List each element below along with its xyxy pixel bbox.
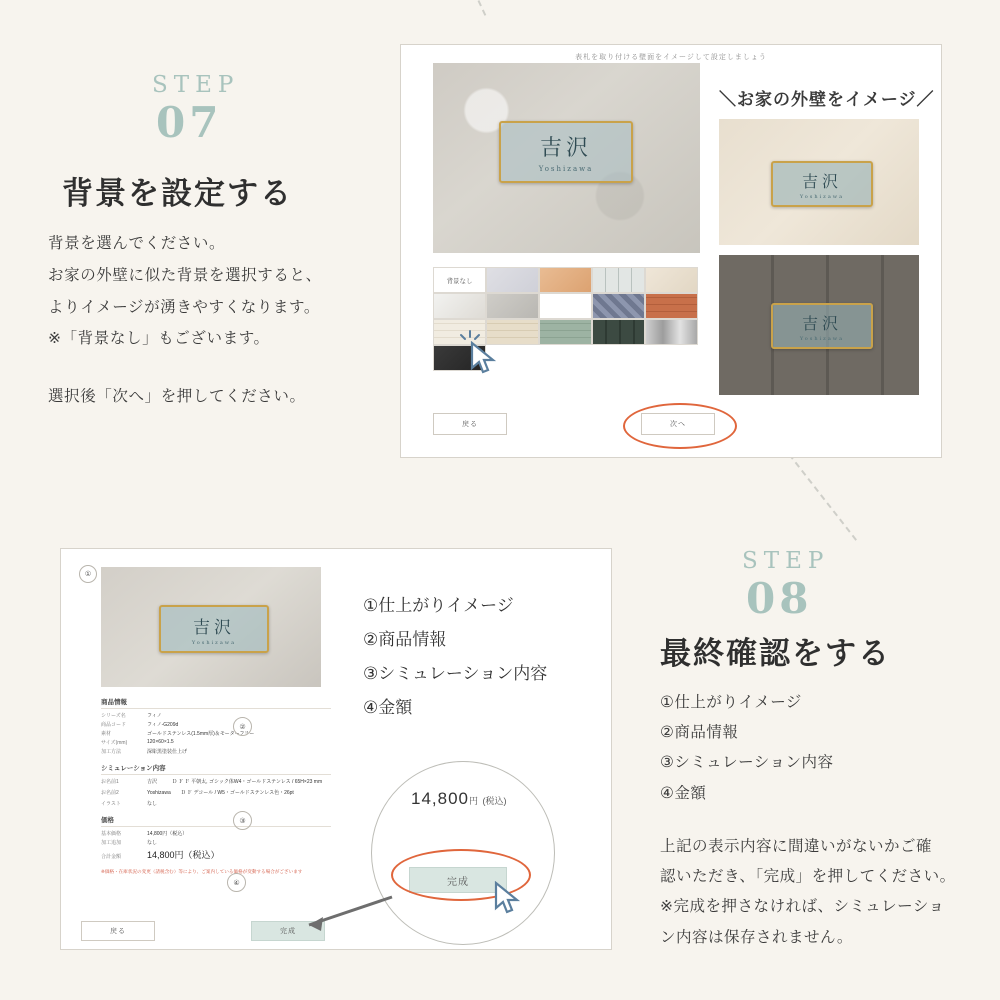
swatch-none[interactable]: 背景なし [433, 267, 486, 293]
sheet-key: お名前1 [101, 779, 119, 785]
step07-heading: 背景を設定する [62, 176, 293, 211]
sheet-value: なし [147, 801, 158, 807]
sheet-section-product: 商品情報 [101, 699, 127, 706]
swatch-blue-mosaic[interactable] [592, 293, 645, 319]
step08-list-item-0: ①仕上がりイメージ [660, 694, 802, 711]
step07-panel-title: 表札を取り付ける壁面をイメージして設定しましょう [575, 54, 767, 61]
sheet-row-product-2 [101, 730, 331, 737]
sheet-key: イラスト [101, 801, 121, 807]
nameplate-main-ro: Yoshizawa [538, 165, 594, 173]
cursor-icon-step08 [493, 881, 523, 919]
step08-list-item-3: ④金額 [660, 784, 707, 802]
zoom-complete-button[interactable]: 完成 [409, 867, 507, 893]
step07-word: STEP [152, 72, 240, 98]
sheet-row-product-4 [101, 748, 331, 755]
step08-callout-list [363, 589, 547, 725]
step07-preview-beige [719, 119, 919, 245]
step08-number: 08 [746, 574, 813, 623]
swatch-sage-wood[interactable] [539, 319, 592, 345]
nameplate-beige-jp: 吉沢 [801, 171, 842, 191]
sheet-total-value: 14,800円（税込） [147, 850, 220, 860]
step08-complete-button[interactable]: 完成 [251, 921, 325, 941]
callout-marker-4: ④ [227, 873, 246, 892]
sheet-row-sim-0 [101, 778, 331, 786]
step08-heading: 最終確認をする [660, 636, 891, 671]
swatch-red-brick[interactable] [539, 293, 592, 319]
sheet-divider-3 [101, 826, 331, 827]
sheet-row-product-0 [101, 712, 331, 719]
step08-body-line-0: 上記の表示内容に間違いがないかご確 [660, 838, 933, 855]
sheet-divider-1 [101, 708, 331, 709]
sheet-section-sim: シミュレーション内容 [101, 765, 166, 772]
zoom-price-value: 14,800 [411, 789, 469, 808]
sheet-row-price-2 [101, 848, 331, 861]
nameplate-preview-main [499, 121, 633, 183]
swatch-grey-concrete[interactable] [486, 293, 539, 319]
callout-marker-1: ① [79, 565, 97, 583]
step08-back-button[interactable]: 戻る [81, 921, 155, 941]
step07-body-line-3: ※「背景なし」もございます。 [48, 330, 270, 348]
swatch-terracotta[interactable] [539, 267, 592, 293]
swatch-metal[interactable] [645, 319, 698, 345]
step08-body-line-1-text: 認いただき、「完成」を押してください。 [660, 868, 956, 886]
nameplate-preview-step08 [159, 605, 269, 653]
dashed-connector-top [434, 0, 487, 16]
zoom-pointer-arrow [287, 889, 397, 939]
zoom-price [411, 789, 506, 809]
nameplate-step08-jp: 吉沢 [193, 617, 235, 638]
swatch-light-stone[interactable] [486, 267, 539, 293]
callout-item-1: ②商品情報 [363, 630, 447, 649]
swatch-dark-wood[interactable] [592, 319, 645, 345]
sheet-value: ゴールドステンレス(1.5mm厚)＆モーターフリー [147, 731, 255, 737]
step08-preview-image [101, 567, 321, 687]
nameplate-preview-beige [771, 161, 873, 207]
step07-body-line-1: お家の外壁に似た背景を選択すると、 [48, 266, 322, 284]
sheet-key: 合計金額 [101, 854, 122, 860]
sheet-row-product-1 [101, 721, 331, 728]
nameplate-step08-ro: Yoshizawa [191, 639, 237, 646]
step07-app-panel [400, 44, 942, 458]
sheet-value: フィノ [147, 713, 162, 719]
callout-item-2: ③シミュレーション内容 [363, 664, 548, 683]
swatch-row-2[interactable] [433, 293, 700, 319]
callout-item-0: ①仕上がりイメージ [363, 596, 514, 615]
sheet-row-price-1 [101, 839, 331, 846]
nameplate-preview-wood [771, 303, 873, 349]
sheet-row-product-3 [101, 739, 331, 746]
nameplate-wood-jp: 吉沢 [801, 313, 842, 333]
step08-label [742, 548, 830, 623]
sheet-key: お名前2 [101, 790, 119, 796]
step08-list-item-1: ②商品情報 [660, 724, 739, 742]
step08-app-panel [60, 548, 612, 950]
zoom-price-unit: 円 [469, 796, 479, 806]
cursor-click-burst-icon [457, 329, 483, 349]
sheet-value: なし [147, 840, 158, 846]
callout-marker-3: ③ [233, 811, 252, 830]
swatch-orange-brick[interactable] [645, 293, 698, 319]
sheet-key: 素材 [101, 731, 112, 737]
sheet-row-sim-2 [101, 800, 331, 807]
sheet-divider-2 [101, 774, 331, 775]
nameplate-wood-ro: Yoshizawa [799, 335, 845, 342]
sheet-row-sim-1 [101, 789, 331, 797]
step07-body-line-2: よりイメージが湧きやすくなります。 [48, 298, 320, 316]
step08-body-line-2: ※完成を押さなければ、シミュレーショ [660, 898, 945, 916]
sheet-value: 深彫黒塗装仕上げ [147, 749, 188, 755]
sheet-key: 商品コード [101, 722, 127, 728]
sheet-key: 加工方法 [101, 749, 122, 755]
swatch-row-1[interactable] [433, 267, 700, 293]
callout-item-3: ④金額 [363, 698, 413, 717]
sheet-key: 加工追加 [101, 840, 122, 846]
sheet-value: 吉沢 Ｄ Ｆ Ｆ 平朝太, ゴシック体W4・ゴールドステンレス / 65H×23 mm [147, 779, 323, 785]
step08-word: STEP [742, 548, 830, 574]
step07-body-last: 選択後「次へ」を押してください。 [48, 388, 306, 406]
step08-list [660, 688, 833, 809]
nameplate-main-jp: 吉沢 [539, 136, 592, 161]
swatch-cream-plaster[interactable] [645, 267, 698, 293]
step07-body-line-0: 背景を選んでください。 [48, 235, 226, 252]
sheet-value: Yoshizawa Ｄ Ｆ デコール / W5・ゴールドステンレス色・26pt [147, 790, 294, 796]
sheet-section-price: 価格 [101, 817, 114, 824]
step07-body [48, 228, 322, 413]
swatch-white-wall[interactable] [433, 293, 486, 319]
nameplate-beige-ro: Yoshizawa [799, 193, 845, 200]
step08-sheet [101, 697, 331, 876]
sheet-row-price-0 [101, 830, 331, 837]
step08-body-line-3: ン内容は保存されません。 [660, 928, 853, 946]
callout-marker-2: ② [233, 717, 252, 736]
step08-body-line-1 [660, 862, 956, 892]
step07-preview-wood [719, 255, 919, 395]
swatch-grid-tile[interactable] [592, 267, 645, 293]
step07-preview-main [433, 63, 700, 253]
sheet-value: 120×60×1.5 [147, 739, 174, 745]
sheet-key: 基本価格 [101, 831, 122, 837]
sheet-key: サイズ(mm) [101, 740, 128, 746]
step07-number: 07 [156, 98, 223, 147]
sheet-value: フィノ-G209d [147, 722, 179, 728]
step07-next-button[interactable]: 次へ [641, 413, 715, 435]
step08-body [660, 832, 956, 953]
sheet-red-note: ※価格・在庫状況の変更（諸税含む）等により、ご案内している価格が変動する場合がございます [101, 869, 303, 874]
step07-next-highlight [623, 403, 737, 449]
zoom-price-tax: (税込) [482, 796, 507, 806]
step07-label [152, 72, 240, 147]
step07-back-button[interactable]: 戻る [433, 413, 507, 435]
step08-list-item-2: ③シミュレーション内容 [660, 754, 834, 772]
sheet-key: シリーズ名 [101, 713, 126, 719]
sheet-value: 14,800円（税込） [147, 831, 188, 837]
step07-right-label: ＼お家の外壁をイメージ／ [719, 90, 935, 109]
